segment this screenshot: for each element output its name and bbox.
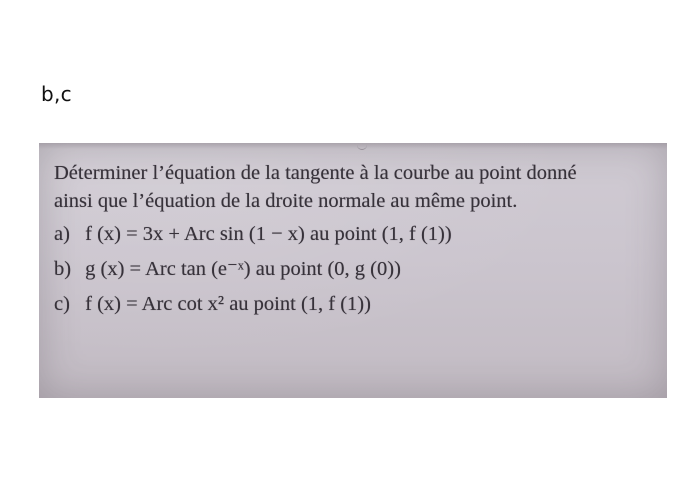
- item-formula: f (x) = 3x + Arc sin (1 − x) au point (1, f (1)): [85, 223, 452, 245]
- exercise-item-a: [54, 218, 614, 250]
- exercise-text: [54, 159, 614, 320]
- handwritten-note: b,c: [41, 82, 72, 106]
- exercise-item-c: [54, 288, 614, 320]
- item-label: a): [54, 223, 70, 245]
- exercise-photo: [39, 143, 667, 398]
- item-formula: g (x) = Arc tan (e⁻ˣ) au point (0, g (0)): [85, 258, 401, 280]
- exercise-item-b: [54, 253, 614, 285]
- item-formula: f (x) = Arc cot x² au point (1, f (1)): [85, 293, 371, 315]
- item-label: c): [54, 293, 70, 315]
- exercise-intro: Déterminer l’équation de la tangente à la courbe au point donné ainsi que l’équation de la droite normale au même point.: [54, 162, 577, 212]
- item-label: b): [54, 258, 72, 280]
